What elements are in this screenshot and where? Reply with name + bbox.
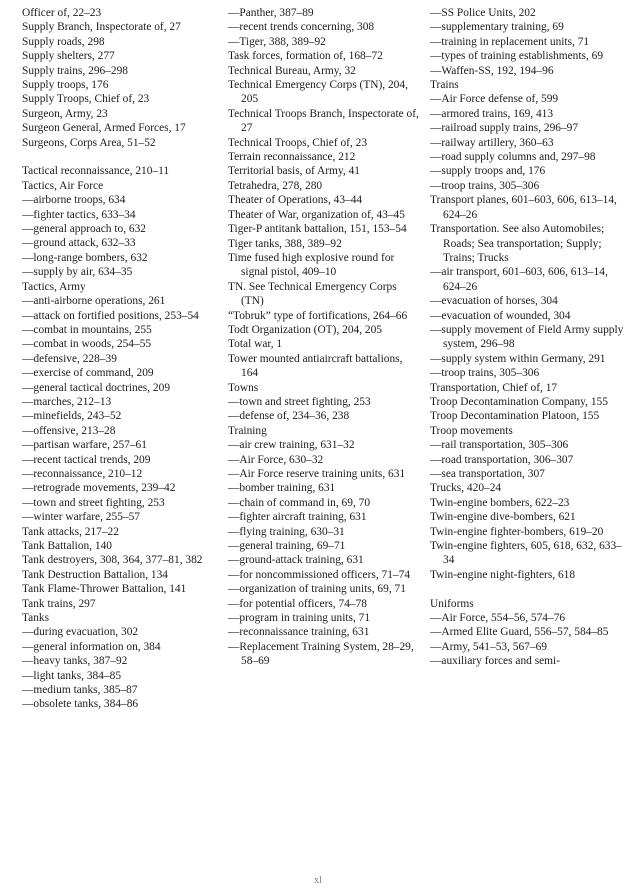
index-entry: —road supply columns and, 297–98 [430, 151, 596, 164]
index-entry: —auxiliary forces and semi- [430, 655, 560, 668]
index-entry: Technical Bureau, Army, 32 [228, 64, 356, 77]
index-entry: Transportation, Chief of, 17 [430, 381, 558, 394]
index-column-2 [228, 6, 420, 888]
index-entry: Tiger tanks, 388, 389–92 [228, 237, 342, 250]
index-entry: —supply movement of Field Army supply system, 296–98 [430, 323, 624, 351]
index-entry: Uniforms [430, 597, 474, 610]
index-entry: Surgeon, Army, 23 [22, 107, 108, 120]
index-entry: Supply Troops, Chief of, 23 [22, 93, 150, 106]
index-entry: Supply roads, 298 [22, 35, 105, 48]
index-entry: Transportation. See also Automobiles; Roads; Sea transportation; Supply; Trains; Trucks [430, 223, 605, 264]
index-entry: —town and street fighting, 253 [22, 496, 165, 509]
index-entry: —offensive, 213–28 [22, 424, 116, 437]
index-entry: —Air Force, 554–56, 574–76 [430, 612, 566, 625]
index-entry: —reconnaissance, 210–12 [22, 467, 143, 480]
index-entry: —Tiger, 388, 389–92 [228, 35, 326, 48]
index-entry: —during evacuation, 302 [22, 626, 139, 639]
index-entry: Tank destroyers, 308, 364, 377–81, 382 [22, 554, 203, 567]
index-entry: —exercise of command, 209 [22, 367, 154, 380]
index-entry: —general tactical doctrines, 209 [22, 381, 171, 394]
index-entry: —SS Police Units, 202 [430, 7, 536, 19]
index-entry: Twin-engine fighters, 605, 618, 632, 633–34 [430, 540, 622, 567]
index-entry: —defensive, 228–39 [22, 352, 117, 365]
index-entry: —minefields, 243–52 [22, 410, 122, 423]
index-entry: Supply Branch, Inspectorate of, 27 [22, 21, 181, 34]
index-entry: —supply troops and, 176 [430, 165, 546, 178]
index-entry: —light tanks, 384–85 [22, 669, 122, 682]
index-entry: —railway artillery, 360–63 [430, 136, 554, 149]
index-entry: —flying training, 630–31 [228, 525, 345, 538]
index-entry: Time fused high explosive round for signal pistol, 409–10 [228, 251, 395, 279]
index-entry: —attack on fortified positions, 253–54 [22, 309, 199, 322]
index-entry: —chain of command in, 69, 70 [228, 496, 371, 509]
index-entry: Tetrahedra, 278, 280 [228, 179, 323, 192]
index-entry: Technical Troops, Chief of, 23 [228, 136, 368, 149]
index-entry: Tank Flame-Thrower Battalion, 141 [22, 583, 187, 596]
index-entry: —retrograde movements, 239–42 [22, 482, 176, 495]
index-entry: —rail transportation, 305–306 [430, 439, 569, 452]
index-entry: —marches, 212–13 [22, 395, 112, 408]
index-entry: Twin-engine night-fighters, 618 [430, 568, 576, 581]
index-entry: Tanks [22, 612, 50, 625]
index-entry: —fighter aircraft training, 631 [228, 511, 367, 524]
index-entry: Todt Organization (OT), 204, 205 [228, 323, 383, 336]
index-entry: Task forces, formation of, 168–72 [228, 50, 383, 63]
index-entry: Officer of, 22–23 [22, 7, 102, 19]
index-entry: —Army, 541–53, 567–69 [430, 640, 547, 653]
index-entry: —supply system within Germany, 291 [430, 352, 606, 365]
index-entry: Training [228, 424, 267, 437]
index-entry: —training in replacement units, 71 [430, 35, 590, 48]
index-entry: —obsolete tanks, 384–86 [22, 698, 139, 711]
page-number: xl [314, 875, 322, 886]
index-entry: —heavy tanks, 387–92 [22, 655, 128, 668]
index-entry: —Panther, 387–89 [228, 7, 314, 19]
index-entry: Supply trains, 296–298 [22, 64, 128, 77]
index-entry: —air crew training, 631–32 [228, 439, 355, 452]
index-entry: Surgeon General, Armed Forces, 17 [22, 122, 186, 135]
index-entry: —Air Force defense of, 599 [430, 93, 559, 106]
index-entry: Troop Decontamination Company, 155 [430, 395, 608, 408]
index-entry: —anti-airborne operations, 261 [22, 295, 166, 308]
index-entry: —bomber training, 631 [228, 482, 336, 495]
index-entry: —air transport, 601–603, 606, 613–14, 624–26 [430, 266, 608, 293]
index-entry: Tactics, Air Force [22, 179, 104, 192]
index-entry: Tactics, Army [22, 280, 86, 293]
index-entry: —medium tanks, 385–87 [22, 684, 138, 697]
index-entry: —general approach to, 632 [22, 223, 146, 236]
index-entry: Transport planes, 601–603, 606, 613–14, 624–26 [430, 194, 617, 221]
index-entry: —road transportation, 306–307 [430, 453, 574, 466]
index-entry: Supply troops, 176 [22, 79, 109, 92]
index-entry: —Air Force reserve training units, 631 [228, 468, 406, 480]
index-entry: —fighter tactics, 633–34 [22, 208, 136, 221]
index-column-1 [22, 6, 218, 888]
index-entry: —evacuation of horses, 304 [430, 295, 558, 308]
index-entry: —recent trends concerning, 308 [228, 21, 375, 34]
index-entry: —for noncommissioned officers, 71–74 [228, 568, 411, 581]
index-entry: Troop Decontamination Platoon, 155 [430, 410, 600, 423]
index-entry: Technical Emergency Corps (TN), 204, 205 [228, 79, 408, 106]
index-entry: —program in training units, 71 [228, 612, 371, 625]
index-entry: —supply by air, 634–35 [22, 266, 133, 279]
index-entry: Tower mounted antiaircraft battalions, 164 [228, 352, 403, 380]
index-entry: Terrain reconnaissance, 212 [228, 151, 356, 164]
index-entry: —town and street fighting, 253 [228, 395, 371, 408]
index-entry: Theater of Operations, 43–44 [228, 194, 363, 207]
index-entry: Troop movements [430, 424, 513, 437]
index-entry: —ground attack, 632–33 [22, 237, 136, 250]
index-entry: —troop trains, 305–306 [430, 367, 540, 380]
index-entry: —types of training establishments, 69 [430, 50, 604, 63]
index-entry: —long-range bombers, 632 [22, 251, 148, 264]
index-entry: —for potential officers, 74–78 [228, 597, 367, 610]
index-entry: —winter warfare, 255–57 [22, 511, 140, 524]
index-entry: —supplementary training, 69 [430, 21, 564, 34]
index-entry: —Air Force, 630–32 [228, 453, 324, 466]
index-entry: Tiger-P antitank battalion, 151, 153–54 [228, 223, 407, 236]
index-entry: Twin-engine dive-bombers, 621 [430, 511, 576, 524]
index-entry: TN. See Technical Emergency Corps (TN) [228, 280, 397, 308]
index-entry: —recent tactical trends, 209 [22, 453, 151, 466]
index-entry: —troop trains, 305–306 [430, 179, 540, 192]
index-entry: Territorial basis, of Army, 41 [228, 165, 360, 178]
index-entry: Trucks, 420–24 [430, 482, 502, 495]
index-entry: —combat in woods, 254–55 [22, 338, 152, 351]
index-entry: —armored trains, 169, 413 [430, 107, 554, 120]
index-entry: —defense of, 234–36, 238 [228, 410, 350, 423]
index-entry: —Waffen-SS, 192, 194–96 [430, 64, 554, 77]
index-entry: “Tobruk” type of fortifications, 264–66 [228, 309, 408, 322]
index-entry: Supply shelters, 277 [22, 50, 115, 63]
index-entry: —combat in mountains, 255 [22, 323, 152, 336]
index-entry: Tank Destruction Battalion, 134 [22, 568, 168, 581]
index-entry: —general training, 69–71 [228, 540, 346, 553]
index-entry: —Replacement Training System, 28–29, 58–69 [228, 640, 414, 668]
index-entry: Theater of War, organization of, 43–45 [228, 208, 405, 221]
index-entry: Twin-engine fighter-bombers, 619–20 [430, 525, 604, 538]
index-entry: —partisan warfare, 257–61 [22, 439, 147, 452]
index-entry: Tank trains, 297 [22, 597, 96, 610]
index-column-3 [430, 6, 630, 888]
index-entry: Tactical reconnaissance, 210–11 [22, 165, 170, 178]
index-entry: Twin-engine bombers, 622–23 [430, 496, 570, 509]
index-entry: Trains [430, 79, 459, 92]
index-entry: —general information on, 384 [22, 640, 161, 653]
index-entry: Surgeons, Corps Area, 51–52 [22, 136, 156, 149]
index-entry: —sea transportation, 307 [430, 468, 545, 480]
index-entry: —Armed Elite Guard, 556–57, 584–85 [430, 626, 609, 639]
index-entry: Technical Troops Branch, Inspectorate of, 27 [228, 107, 419, 135]
index-entry: Total war, 1 [228, 338, 283, 351]
index-entry: —airborne troops, 634 [22, 194, 126, 207]
index-entry: —railroad supply trains, 296–97 [430, 122, 579, 135]
index-entry: Tank attacks, 217–22 [22, 525, 119, 538]
index-entry: —evacuation of wounded, 304 [430, 309, 571, 322]
index-entry: Tank Battalion, 140 [22, 540, 112, 553]
index-entry: —ground-attack training, 631 [228, 554, 364, 567]
index-entry: Towns [228, 381, 259, 394]
index-entry: —reconnaissance training, 631 [228, 626, 370, 639]
index-entry: —organization of training units, 69, 71 [228, 583, 406, 596]
